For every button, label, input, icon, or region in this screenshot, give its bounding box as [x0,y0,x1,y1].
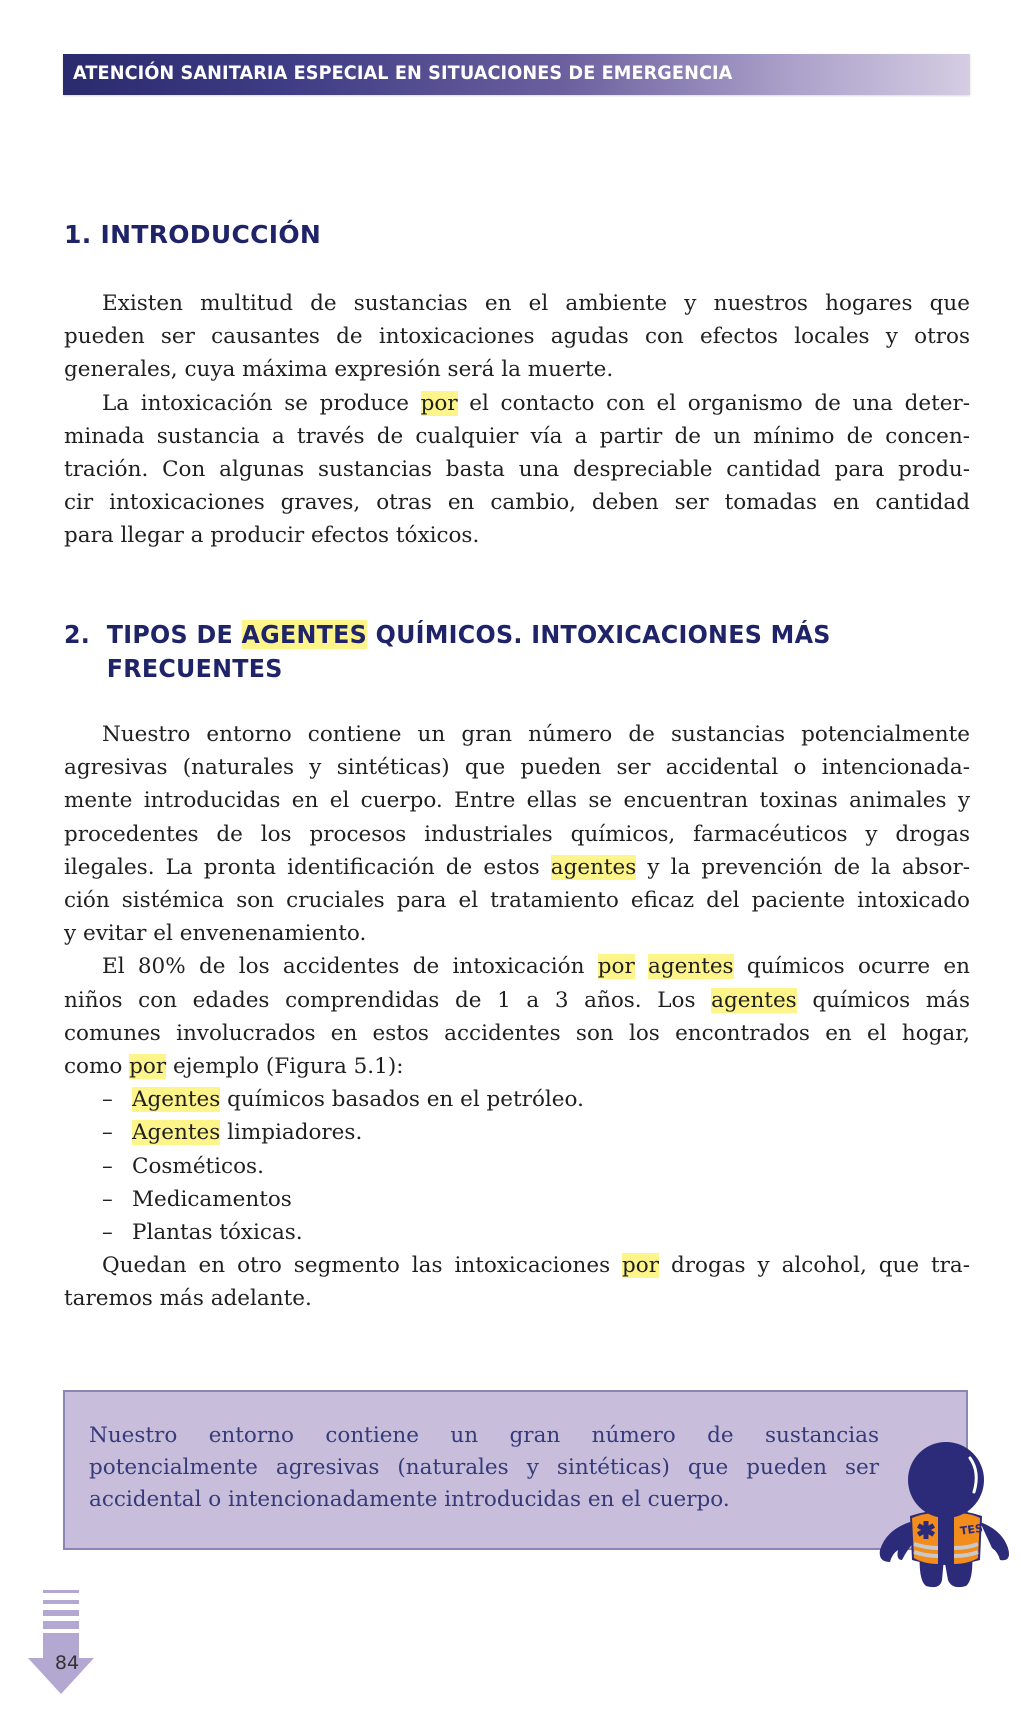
list-text: limpiadores. [220,1120,363,1146]
text-run: Quedan en otro segmento las intoxicaciones [102,1253,623,1279]
text-run: ilegales. La pronta identificación de estos [64,854,551,880]
text-line: Nuestro entorno contiene un gran número de sustancias potencialmente [102,722,970,747]
callout-text [89,1420,879,1516]
heading-line: FRECUENTES [106,654,283,683]
text-line: pueden ser causantes de intoxicaciones agudas con efectos locales y otros [64,324,970,350]
list-text: Plantas tóxicas. [132,1220,303,1246]
callout-line: Nuestro entorno contiene un gran número de sustancias [89,1423,879,1448]
text-line [64,387,970,420]
text-line: comunes involucrados en estos accidentes son los encontrados en el hogar, [64,1020,970,1046]
list-dash: – [102,1087,113,1113]
page-number: 84 [54,1652,80,1674]
text-line: mente introducidas en el cuerpo. Entre ellas se encuentran toxinas animales y [64,788,970,814]
text-line: procedentes de los procesos industriales químicos, farmacéuticos y drogas [64,821,970,847]
callout-line: potencialmente agresivas (naturales y sintéticas) que pueden ser [89,1455,879,1480]
list-text: químicos basados en el petróleo. [220,1087,584,1113]
text-run: niños con edades comprendidas de 1 a 3 años. Los [64,987,712,1013]
paragraph [64,718,970,950]
list-item [64,1216,970,1249]
section-title: INTRODUCCIÓN [100,220,322,249]
text-line: minada sustancia a través de cualquier vía a partir de un mínimo de concen- [64,423,970,449]
list-dash: – [102,1120,113,1146]
search-highlight: Agentes [132,1120,221,1146]
paragraph [64,387,970,553]
search-highlight: Agentes [132,1087,221,1113]
text-line [64,984,970,1017]
heading-text: QUÍMICOS. INTOXICACIONES MÁS [367,620,831,649]
callout-line: accidental o intencionadamente introducidas en el cuerpo. [89,1487,730,1512]
mascot-head [908,1442,984,1518]
text-line: generales, cuya máxima expresión será la muerte. [64,357,614,383]
text-run: el contacto con el organismo de una deter- [457,390,970,416]
mascot-badge: TES [959,1521,984,1538]
agents-list [64,1083,970,1249]
text-line: cir intoxicaciones graves, otras en cambio, deben ser tomadas en cantidad [64,490,970,516]
search-highlight: por [597,954,635,980]
list-text: Medicamentos [132,1186,292,1212]
search-highlight: agentes [711,987,797,1013]
search-highlight: por [129,1054,167,1080]
text-run: La intoxicación se produce [102,390,421,416]
list-text: Cosméticos. [132,1153,264,1179]
introduccion-body [64,287,970,553]
section-number: 2. [64,620,91,649]
list-dash: – [102,1153,113,1179]
text-run: como [64,1054,130,1080]
text-line [64,1249,970,1282]
text-run: drogas y alcohol, que tra- [659,1253,970,1279]
text-run: ejemplo (Figura 5.1): [166,1054,404,1080]
text-run: químicos ocurre en [733,954,970,980]
search-highlight: agentes [550,854,637,880]
text-line: agresivas (naturales y sintéticas) que pueden ser accidental o intencionada- [64,755,970,781]
heading-line [64,618,831,652]
text-line [64,950,970,983]
search-highlight: por [420,390,458,416]
running-header-title: ATENCIÓN SANITARIA ESPECIAL EN SITUACIONES DE EMERGENCIA [73,62,733,84]
list-item [64,1150,970,1183]
text-run [635,954,648,979]
running-header [63,54,970,95]
text-line: para llegar a producir efectos tóxicos. [64,523,480,549]
section-heading-introduccion [64,220,321,249]
heading-text: TIPOS DE [106,620,242,649]
list-item [64,1083,970,1116]
list-dash: – [102,1186,113,1212]
section-number: 1. [64,220,92,249]
tes-mascot-icon [868,1430,1018,1590]
text-run: y la prevención de la absor- [636,854,970,880]
mascot-right-arm [980,1522,1009,1560]
callout-box [63,1390,968,1550]
paragraph [64,950,970,1083]
section-heading-tipos-agentes [64,618,871,686]
list-dash: – [102,1220,113,1246]
list-item [64,1116,970,1149]
text-run: químicos más [796,987,970,1013]
text-line: ción sistémica son cruciales para el tratamiento eficaz del paciente intoxicado [64,888,970,914]
page-marker-arrow-icon [28,1590,103,1700]
text-line: tración. Con algunas sustancias basta una despreciable cantidad para produ- [64,457,970,483]
paragraph [64,1249,970,1315]
tipos-agentes-body [64,718,970,1316]
search-highlight: por [622,1253,660,1279]
text-line [64,851,970,884]
text-line: Existen multitud de sustancias en el ambiente y nuestros hogares que [102,291,970,316]
search-highlight: agentes [648,954,734,980]
text-line [64,1050,970,1083]
list-item [64,1183,970,1216]
search-highlight: AGENTES [241,620,368,649]
text-line: y evitar el envenenamiento. [64,921,367,947]
paragraph [64,287,970,387]
text-line: taremos más adelante. [64,1286,312,1312]
text-run: El 80% de los accidentes de intoxicación [102,954,598,980]
